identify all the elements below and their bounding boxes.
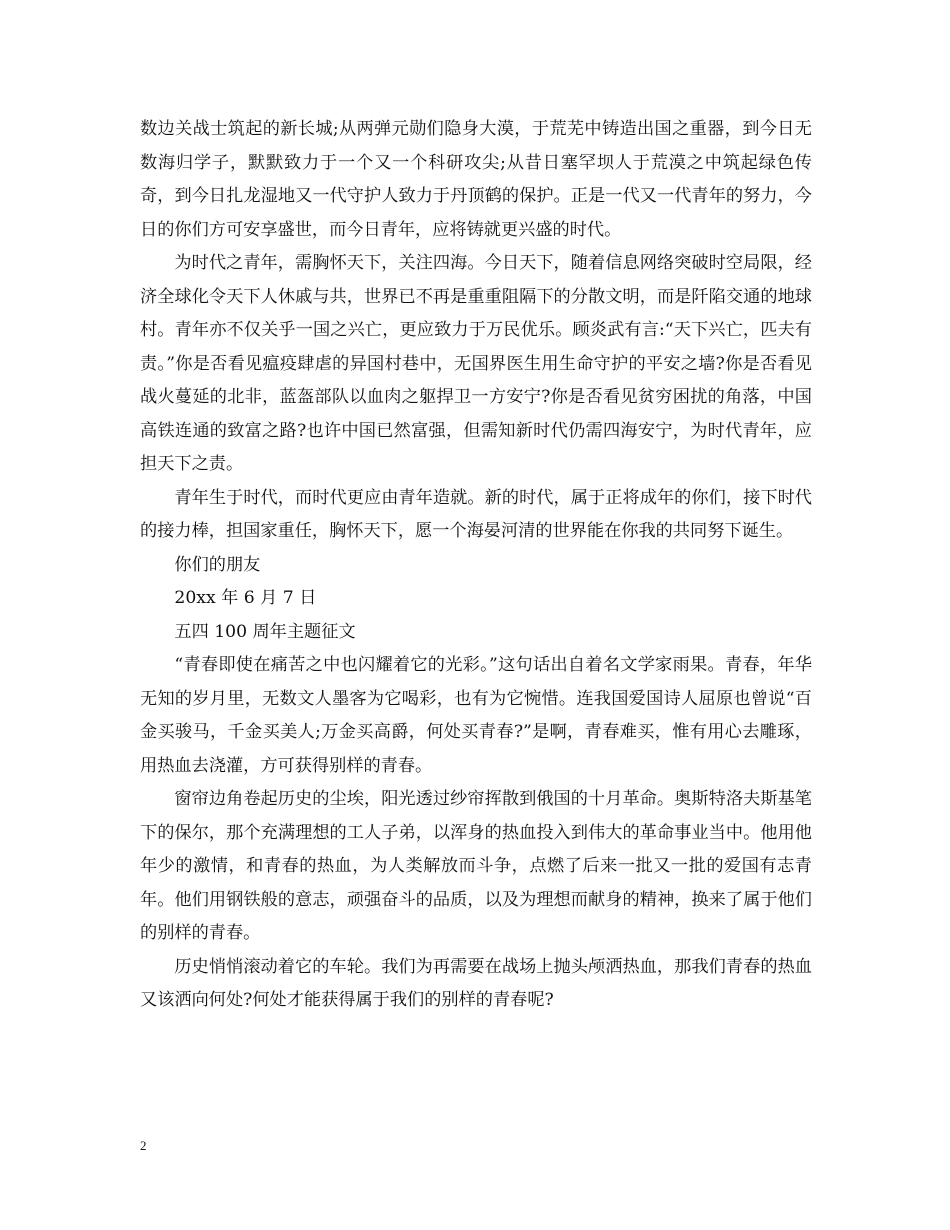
paragraph-5: 窗帘边角卷起历史的尘埃，阳光透过纱帘挥散到俄国的十月革命。奥斯特洛夫斯基笔下的保尔，那个充满理想的工人子弟，以浑身的热血投入到伟大的革命事业当中。他用他年少的激情，和青春的热血，为人类解放而斗争，点燃了后来一批又一批的爱国有志青年。他们用钢铁般的意志，顽强奋斗的品质，以及为理想而献身的精神，换来了属于他们的别样的青春。	[140, 789, 812, 943]
paragraph-2: 为时代之青年，需胸怀天下，关注四海。今日天下，随着信息网络突破时空局限，经济全球化令天下人休戚与共，世界已不再是重重阻隔下的分散文明，而是阡陷交通的地球村。青年亦不仅关乎一国之兴亡，更应致力于万民优乐。顾炎武有言:“天下兴亡，匹夫有责。”你是否看见瘟疫肆虐的异国村巷中，无国界医生用生命守护的平安之墙?你是否看见战火蔓延的北非，蓝盔部队以血肉之躯捍卫一方安宁?你是否看见贫穷困扰的角落，中国高铁连通的致富之路?也许中国已然富强，但需知新时代仍需四海安宁，为时代青年，应担天下之责。	[140, 253, 812, 474]
document-body	[140, 113, 812, 1018]
paragraph-1: 数边关战士筑起的新长城;从两弹元勋们隐身大漠，于荒芜中铸造出国之重器，到今日无数海归学子，默默致力于一个又一个科研攻尖;从昔日塞罕坝人于荒漠之中筑起绿色传奇，到今日扎龙湿地又一代守护人致力于丹顶鹤的保护。正是一代又一代青年的努力，今日的你们方可安享盛世，而今日青年，应将铸就更兴盛的时代。	[140, 119, 812, 240]
essay-title: 五四 100 周年主题征文	[174, 621, 356, 642]
paragraph-4: “青春即使在痛苦之中也闪耀着它的光彩。”这句话出自着名文学家雨果。青春，年华无知的岁月里，无数文人墨客为它喝彩，也有为它惋惜。连我国爱国诗人屈原也曾说“百金买骏马，千金买美人;万金买高爵，何处买青春?”是啊，青春难买，惟有用心去雕琢，用热血去浇灌，方可获得别样的青春。	[140, 655, 812, 776]
page-number: 2	[140, 1138, 147, 1153]
signature-line: 你们的朋友	[174, 554, 261, 575]
date-line: 20xx 年 6 月 7 日	[174, 588, 317, 608]
paragraph-3: 青年生于时代，而时代更应由青年造就。新的时代，属于正将成年的你们，接下时代的接力棒，担国家重任，胸怀天下，愿一个海晏河清的世界能在你我的共同努下诞生。	[140, 487, 812, 541]
paragraph-6: 历史悄悄滚动着它的车轮。我们为再需要在战场上抛头颅洒热血，那我们青春的热血又该洒向何处?何处才能获得属于我们的别样的青春呢?	[140, 956, 812, 1010]
